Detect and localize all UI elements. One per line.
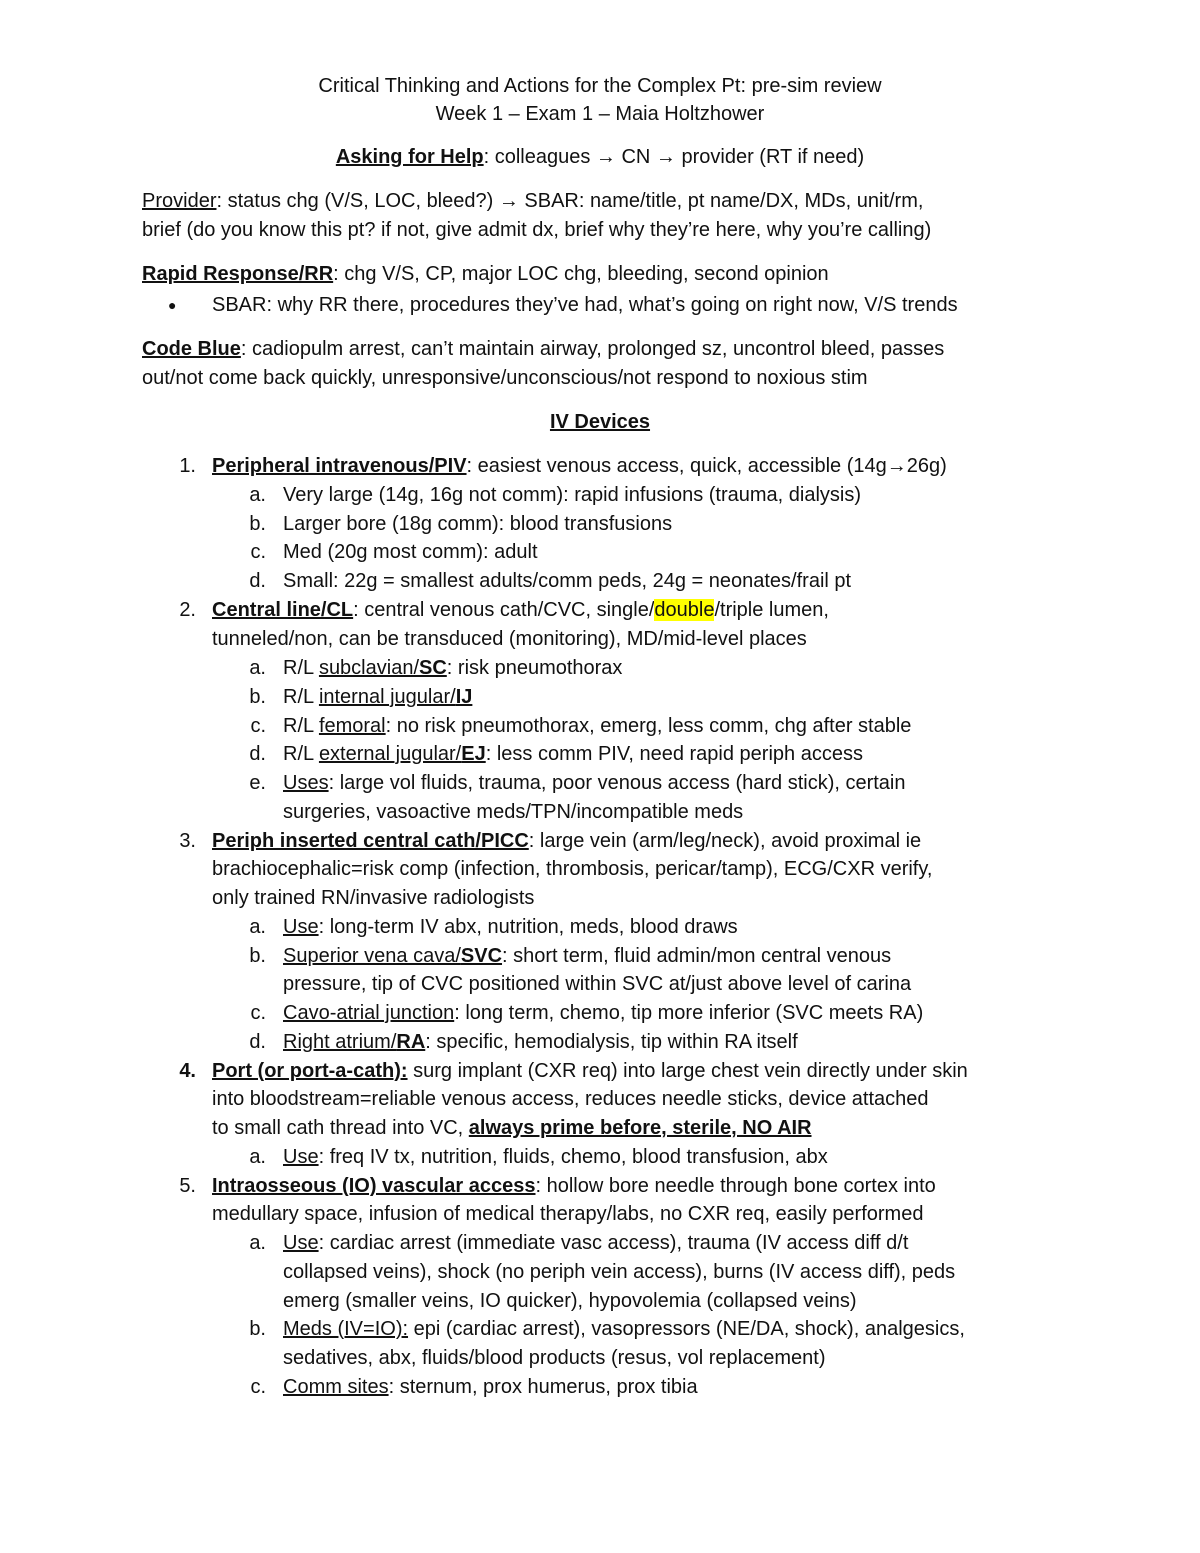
rapid-response-label: Rapid Response/RR bbox=[142, 263, 334, 285]
cl-item-c: R/L femoral: no risk pneumothorax, emerg, less comm, chg after stable bbox=[283, 715, 912, 737]
io-item-b-line-2: sedatives, abx, fluids/blood products (resus, vol replacement) bbox=[283, 1347, 826, 1369]
cl-item-b: R/L internal jugular/IJ bbox=[283, 686, 473, 708]
io-item-a-line-2: collapsed veins), shock (no periph vein access), burns (IV access diff), peds bbox=[283, 1261, 956, 1283]
picc-item-b: Superior vena cava/SVC: short term, fluid admin/mon central venous bbox=[283, 945, 892, 967]
list-number: 3. bbox=[179, 830, 196, 852]
asking-for-help-line bbox=[0, 145, 1200, 169]
picc-item-d: Right atrium/RA: specific, hemodialysis, tip within RA itself bbox=[283, 1031, 798, 1053]
io-item-a-line-3: emerg (smaller veins, IO quicker), hypovolemia (collapsed veins) bbox=[283, 1290, 857, 1312]
piv-item-c: Med (20g most comm): adult bbox=[283, 541, 538, 563]
io-item-c: Comm sites: sternum, prox humerus, prox tibia bbox=[283, 1376, 698, 1398]
picc-line-3: only trained RN/invasive radiologists bbox=[212, 887, 535, 909]
list-number: 2. bbox=[179, 599, 196, 621]
io-line-2: medullary space, infusion of medical therapy/labs, no CXR req, easily performed bbox=[212, 1203, 924, 1225]
rapid-response-bullet: SBAR: why RR there, procedures they’ve had, what’s going on right now, V/S trends bbox=[212, 294, 958, 316]
code-blue-line-2: out/not come back quickly, unresponsive/unconscious/not respond to noxious stim bbox=[142, 367, 868, 389]
highlighted-text: double bbox=[654, 599, 715, 621]
piv-line: Peripheral intravenous/PIV: easiest venous access, quick, accessible (14g→26g) bbox=[212, 455, 947, 477]
list-number: 5. bbox=[179, 1175, 196, 1197]
bullet-icon: ● bbox=[168, 297, 177, 313]
document-page: Critical Thinking and Actions for the Complex Pt: pre-sim review Week 1 – Exam 1 – Maia Holtzhower Asking for Help: colleagues → CN → provider (RT if need) Provider: status chg (V/S, LOC, bleed?) → SBAR: name/title, pt name/DX, MDs, unit/rm, brief (do you know this pt? if not, give admit dx, brief why they’re here, why you’re calling) Rapid Response/RR: chg V/S, CP, major LOC chg, bleeding, second opinion ● SBAR: why RR there, procedures they’ve had, what’s going on right now, V/S trends Code Blue: cadiopulm arrest, can’t maintain airway, prolonged sz, uncontrol bleed, passes out/not come back quickly, unresponsive/unconscious/not respond to noxious stim IV Devices 1. Peripheral intravenous/PIV: easiest venous access, quick, accessible (14g→26g) a. Very large (14g, 16g not comm): rapid infusions (trauma, dialysis) b. Larger bore (18g comm): blood transfusions c. Med (20g most comm): adult d. Small: 22g = smallest adults/comm peds, 24g = neonates/frail pt 2. Central line/CL: central venous cath/CVC, single/double/triple lumen, tunneled/non, can be transduced (monitoring), MD/mid-level places a. R/L subclavian/SC: risk pneumothorax b. R/L internal jugular/IJ c. R/L femoral: no risk pneumothorax, emerg, less comm, chg after stable d. R/L external jugular/EJ: less comm PIV, need rapid periph access e. Uses: large vol fluids, trauma, poor venous access (hard stick), certain surgeries, vasoactive meds/TPN/incompatible meds 3. Periph inserted central cath/PICC: large vein (arm/leg/neck), avoid proximal ie brachiocephalic=risk comp (infection, thrombosis, pericar/tamp), ECG/CXR verify, only trained RN/invasive radiologists a. Use: long-term IV abx, nutrition, meds, blood draws b. Superior vena cava/SVC: short term, fluid admin/mon central venous pressure, tip of CVC positioned within SVC at/just above level of carina c. Cavo-atrial junction: long term, chemo, tip more inferior (SVC meets RA) d. Right atrium/RA: specific, hemodialysis, tip within RA itself 4. Port (or port-a-cath): surg implant (CXR req) into large chest vein directly under skin into bloodstream=reliable venous access, reduces needle sticks, device attached to small cath thread into VC, always prime before, sterile, NO AIR a. Use: freq IV tx, nutrition, fluids, chemo, blood transfusion, abx 5. Intraosseous (IO) vascular access: hollow bore needle through bone cortex into medullary space, infusion of medical therapy/labs, no CXR req, easily performed a. Use: cardiac arrest (immediate vasc access), trauma (IV access diff d/t collapsed veins), shock (no periph vein access), burns (IV access diff), peds emerg (smaller veins, IO quicker), hypovolemia (collapsed veins) b. Meds (IV=IO): epi (cardiac arrest), vasopressors (NE/DA, shock), analgesics, sedatives, abx, fluids/blood products (resus, vol replacement) c. Comm sites: sternum, prox humerus, prox tibia bbox=[0, 0, 1200, 1553]
piv-item-b: Larger bore (18g comm): blood transfusions bbox=[283, 513, 673, 535]
section-title: IV Devices bbox=[549, 411, 651, 433]
io-line-1: Intraosseous (IO) vascular access: hollow bore needle through bone cortex into bbox=[212, 1175, 936, 1197]
doc-title: Critical Thinking and Actions for the Complex Pt: pre-sim review bbox=[318, 75, 882, 97]
rapid-response-line: Rapid Response/RR: chg V/S, CP, major LOC chg, bleeding, second opinion bbox=[142, 263, 829, 285]
picc-item-c: Cavo-atrial junction: long term, chemo, tip more inferior (SVC meets RA) bbox=[283, 1002, 924, 1024]
cl-item-a: R/L subclavian/SC: risk pneumothorax bbox=[283, 657, 623, 679]
cl-line-2: tunneled/non, can be transduced (monitoring), MD/mid-level places bbox=[212, 628, 807, 650]
list-number: 4. bbox=[179, 1060, 196, 1082]
asking-for-help-text: : colleagues → CN → provider (RT if need) bbox=[483, 146, 865, 168]
piv-item-d: Small: 22g = smallest adults/comm peds, 24g = neonates/frail pt bbox=[283, 570, 852, 592]
doc-subtitle: Week 1 – Exam 1 – Maia Holtzhower bbox=[435, 103, 765, 125]
picc-line-2: brachiocephalic=risk comp (infection, thrombosis, pericar/tamp), ECG/CXR verify, bbox=[212, 858, 933, 880]
piv-item-a: Very large (14g, 16g not comm): rapid infusions (trauma, dialysis) bbox=[283, 484, 862, 506]
provider-line-2: brief (do you know this pt? if not, give admit dx, brief why they’re here, why you’re calling) bbox=[142, 219, 932, 241]
port-line-2: into bloodstream=reliable venous access, reduces needle sticks, device attached bbox=[212, 1088, 929, 1110]
code-blue-label: Code Blue bbox=[142, 338, 241, 360]
asking-for-help-label: Asking for Help bbox=[335, 146, 484, 168]
io-item-b: Meds (IV=IO): epi (cardiac arrest), vasopressors (NE/DA, shock), analgesics, bbox=[283, 1318, 965, 1340]
picc-item-a: Use: long-term IV abx, nutrition, meds, blood draws bbox=[283, 916, 738, 938]
io-item-a: Use: cardiac arrest (immediate vasc access), trauma (IV access diff d/t bbox=[283, 1232, 909, 1254]
picc-line-1: Periph inserted central cath/PICC: large vein (arm/leg/neck), avoid proximal ie bbox=[212, 830, 922, 852]
provider-label: Provider bbox=[142, 190, 217, 212]
code-blue-line-1: Code Blue: cadiopulm arrest, can’t maintain airway, prolonged sz, uncontrol bleed, passes bbox=[142, 338, 945, 360]
cl-item-e: Uses: large vol fluids, trauma, poor venous access (hard stick), certain bbox=[283, 772, 906, 794]
port-line-1: Port (or port-a-cath): surg implant (CXR req) into large chest vein directly under skin bbox=[212, 1060, 968, 1082]
cl-item-e-line-2: surgeries, vasoactive meds/TPN/incompatible meds bbox=[283, 801, 744, 823]
picc-item-b-line-2: pressure, tip of CVC positioned within SVC at/just above level of carina bbox=[283, 973, 912, 995]
port-item-a: Use: freq IV tx, nutrition, fluids, chemo, blood transfusion, abx bbox=[283, 1146, 828, 1168]
cl-item-d: R/L external jugular/EJ: less comm PIV, need rapid periph access bbox=[283, 743, 863, 765]
cl-line-1: Central line/CL: central venous cath/CVC, single/double/triple lumen, bbox=[212, 599, 829, 621]
port-line-3: to small cath thread into VC, always prime before, sterile, NO AIR bbox=[212, 1117, 812, 1139]
list-number: 1. bbox=[179, 455, 196, 477]
provider-line-1: Provider: status chg (V/S, LOC, bleed?) → SBAR: name/title, pt name/DX, MDs, unit/rm, bbox=[142, 190, 924, 212]
